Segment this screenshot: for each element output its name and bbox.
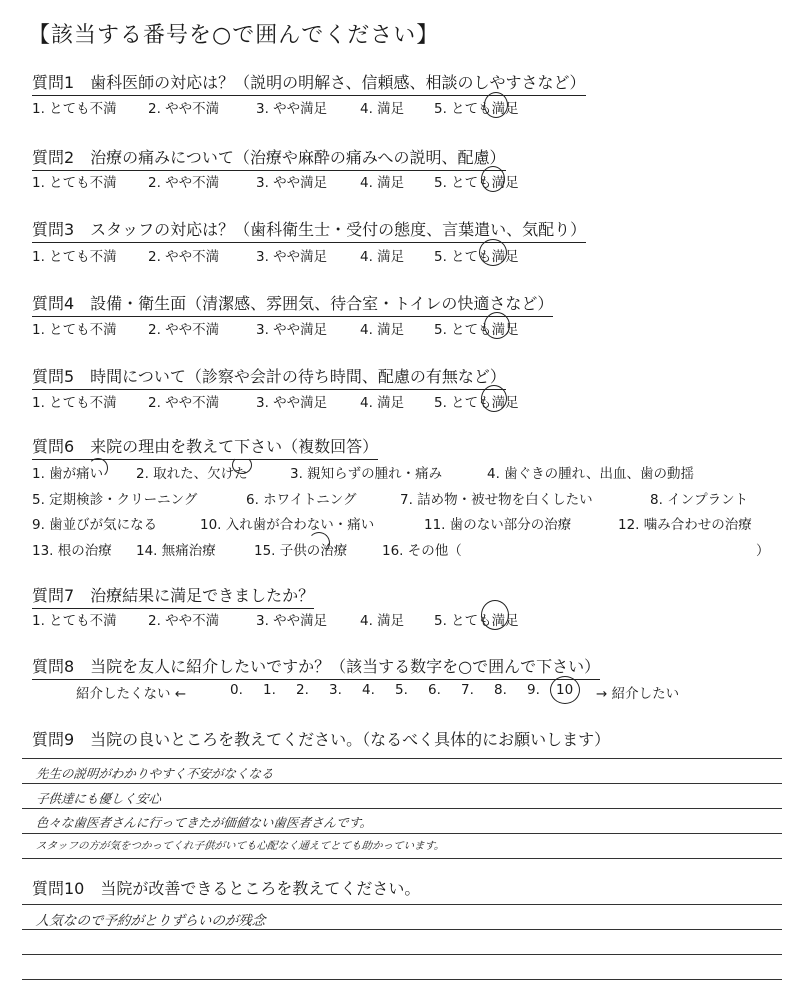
q4-option-4[interactable]: 4. 満足 xyxy=(360,322,405,338)
q9-answer-line-3: 色々な歯医者さんに行ってきたが価値ない歯医者さんです。 xyxy=(35,815,374,830)
q6-reason-16[interactable]: 16. その他（ xyxy=(382,543,462,559)
q7-option-3[interactable]: 3. やや満足 xyxy=(256,613,328,629)
q7-selection-circle xyxy=(481,600,509,630)
q8-left-label: 紹介したくない ← xyxy=(76,686,187,702)
q6-reason-10[interactable]: 10. 入れ歯が合わない・痛い xyxy=(200,517,375,533)
q8-number-0[interactable]: 0. xyxy=(230,682,243,698)
q5-selection-circle xyxy=(481,385,507,412)
q6-reason-11[interactable]: 11. 歯のない部分の治療 xyxy=(424,517,572,533)
question-3-heading: 質問3 スタッフの対応は？（歯科衛生士・受付の態度、言葉遣い、気配り） xyxy=(32,217,586,243)
q3-option-4[interactable]: 4. 満足 xyxy=(360,249,405,265)
q6-reason-2[interactable]: 2. 取れた、欠けた xyxy=(136,466,248,482)
q8-number-7[interactable]: 7. xyxy=(461,682,474,698)
question-5-heading: 質問5 時間について（診察や会計の待ち時間、配慮の有無など） xyxy=(32,364,506,390)
q6-reason-8[interactable]: 8. インプラント xyxy=(650,492,749,508)
q8-number-8[interactable]: 8. xyxy=(494,682,507,698)
q5-option-5[interactable]: 5. とても満足 xyxy=(434,395,519,411)
q8-number-10[interactable]: 10 xyxy=(556,682,574,698)
q10-line-2 xyxy=(22,929,782,930)
question-6-heading: 質問6 来院の理由を教えて下さい（複数回答） xyxy=(32,434,378,460)
q9-line-5 xyxy=(22,858,782,859)
q6-reason-12[interactable]: 12. 噛み合わせの治療 xyxy=(618,517,752,533)
form-title: 【該当する番号を○で囲んでください】 xyxy=(28,23,440,48)
q6-reason-14[interactable]: 14. 無痛治療 xyxy=(136,543,216,559)
q9-answer-line-2: 子供達にも優しく安心 xyxy=(35,791,162,806)
q6-reason-1-mark xyxy=(88,458,108,478)
q8-number-1[interactable]: 1. xyxy=(263,682,276,698)
q9-line-3 xyxy=(22,808,782,809)
q3-selection-circle xyxy=(479,239,507,266)
q9-line-2 xyxy=(22,783,782,784)
q7-option-1[interactable]: 1. とても不満 xyxy=(32,613,117,629)
q6-reason-5[interactable]: 5. 定期検診・クリーニング xyxy=(32,492,198,508)
q4-option-2[interactable]: 2. やや不満 xyxy=(148,322,220,338)
q6-reason-15-mark xyxy=(308,532,330,554)
q7-option-4[interactable]: 4. 満足 xyxy=(360,613,405,629)
q6-reason-2-mark xyxy=(232,456,252,474)
q8-number-3[interactable]: 3. xyxy=(329,682,342,698)
question-10-heading: 質問10 当院が改善できるところを教えてください。 xyxy=(32,879,421,898)
q6-reason-4[interactable]: 4. 歯ぐきの腫れ、出血、歯の動揺 xyxy=(487,466,694,482)
q10-answer-line-1: 人気なので予約がとりずらいのが残念 xyxy=(34,913,267,929)
question-7-heading: 質問7 治療結果に満足できましたか？ xyxy=(32,583,314,609)
q9-answer-line-4: スタッフの方が気をつかってくれ子供がいても心配なく通えてとても助かっています。 xyxy=(35,840,446,852)
q9-line-1 xyxy=(22,758,782,759)
q5-option-4[interactable]: 4. 満足 xyxy=(360,395,405,411)
q4-option-5[interactable]: 5. とても満足 xyxy=(434,322,519,338)
q8-number-2[interactable]: 2. xyxy=(296,682,309,698)
q5-option-3[interactable]: 3. やや満足 xyxy=(256,395,328,411)
q4-option-1[interactable]: 1. とても不満 xyxy=(32,322,117,338)
q3-option-1[interactable]: 1. とても不満 xyxy=(32,249,117,265)
question-1-heading: 質問1 歯科医師の対応は？（説明の明解さ、信頼感、相談のしやすさなど） xyxy=(32,70,586,96)
q3-option-3[interactable]: 3. やや満足 xyxy=(256,249,328,265)
q2-option-5[interactable]: 5. とても満足 xyxy=(434,175,519,191)
q8-right-label: → 紹介したい xyxy=(596,686,680,702)
q2-option-4[interactable]: 4. 満足 xyxy=(360,175,405,191)
q6-reason-3[interactable]: 3. 親知らずの腫れ・痛み xyxy=(290,466,443,482)
q5-option-1[interactable]: 1. とても不満 xyxy=(32,395,117,411)
q1-option-2[interactable]: 2. やや不満 xyxy=(148,101,220,117)
q6-reason-6[interactable]: 6. ホワイトニング xyxy=(246,492,357,508)
q6-reason-13[interactable]: 13. 根の治療 xyxy=(32,543,112,559)
q4-option-3[interactable]: 3. やや満足 xyxy=(256,322,328,338)
q2-option-2[interactable]: 2. やや不満 xyxy=(148,175,220,191)
q1-option-4[interactable]: 4. 満足 xyxy=(360,101,405,117)
q8-number-4[interactable]: 4. xyxy=(362,682,375,698)
question-9-heading: 質問9 当院の良いところを教えてください。（なるべく具体的にお願いします） xyxy=(32,730,611,749)
q8-number-6[interactable]: 6. xyxy=(428,682,441,698)
q10-line-3 xyxy=(22,954,782,955)
q6-reason-1[interactable]: 1. 歯が痛い xyxy=(32,466,104,482)
q2-selection-circle xyxy=(481,166,505,192)
q10-line-4 xyxy=(22,979,782,980)
q1-option-1[interactable]: 1. とても不満 xyxy=(32,101,117,117)
q6-reason-9[interactable]: 9. 歯並びが気になる xyxy=(32,517,158,533)
q2-option-3[interactable]: 3. やや満足 xyxy=(256,175,328,191)
q6-reason-7[interactable]: 7. 詰め物・被せ物を白くしたい xyxy=(400,492,593,508)
q4-selection-circle xyxy=(484,312,510,339)
question-2-heading: 質問2 治療の痛みについて（治療や麻酔の痛みへの説明、配慮） xyxy=(32,145,506,171)
question-4-heading: 質問4 設備・衛生面（清潔感、雰囲気、待合室・トイレの快適さなど） xyxy=(32,291,553,317)
q7-option-2[interactable]: 2. やや不満 xyxy=(148,613,220,629)
q7-option-5[interactable]: 5. とても満足 xyxy=(434,613,519,629)
q1-selection-circle xyxy=(484,92,508,118)
q8-selection-circle xyxy=(550,676,580,704)
q1-option-5[interactable]: 5. とても満足 xyxy=(434,101,519,117)
question-8-heading: 質問8 当院を友人に紹介したいですか？（該当する数字を○で囲んで下さい） xyxy=(32,654,600,680)
q3-option-5[interactable]: 5. とても満足 xyxy=(434,249,519,265)
q3-option-2[interactable]: 2. やや不満 xyxy=(148,249,220,265)
q5-option-2[interactable]: 2. やや不満 xyxy=(148,395,220,411)
q8-number-5[interactable]: 5. xyxy=(395,682,408,698)
q2-option-1[interactable]: 1. とても不満 xyxy=(32,175,117,191)
q1-option-3[interactable]: 3. やや満足 xyxy=(256,101,328,117)
q10-line-1 xyxy=(22,904,782,905)
q6-reason-15[interactable]: 15. 子供の治療 xyxy=(254,543,348,559)
q6-other-close-paren: ） xyxy=(756,543,770,559)
q9-line-4 xyxy=(22,833,782,834)
q8-number-9[interactable]: 9. xyxy=(527,682,540,698)
q9-answer-line-1: 先生の説明がわかりやすく不安がなくなる xyxy=(35,766,275,781)
